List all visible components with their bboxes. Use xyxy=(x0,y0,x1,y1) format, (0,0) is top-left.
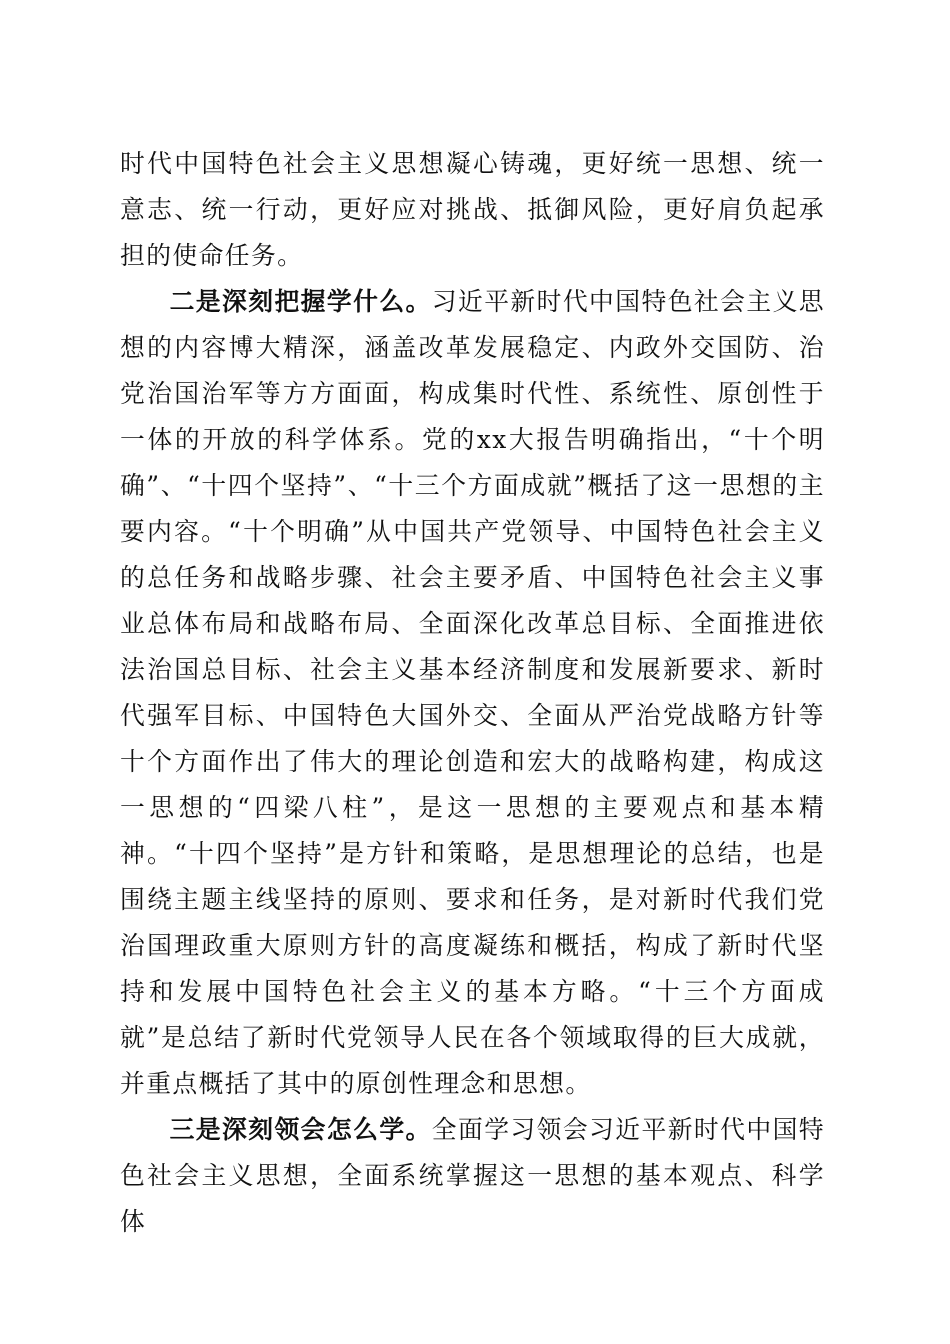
paragraph-how-to-learn xyxy=(120,1107,825,1245)
paragraph-1-text: 时代中国特色社会主义思想凝心铸魂，更好统一思想、统一意志、统一行动，更好应对挑战、抵御风险，更好肩负起承担的使命任务。 xyxy=(120,149,825,270)
paragraph-3-text: 全面学习领会习近平新时代中国特色社会主义思想，全面系统掌握这一思想的基本观点、科学体 xyxy=(120,1115,825,1236)
paragraph-what-to-learn xyxy=(120,279,825,1107)
document-page xyxy=(120,141,825,1245)
paragraph-continuation xyxy=(120,141,825,279)
paragraph-3-heading: 三是深刻领会怎么学。 xyxy=(169,1115,432,1144)
paragraph-2-text: 习近平新时代中国特色社会主义思想的内容博大精深，涵盖改革发展稳定、内政外交国防、治党治国治军等方方面面，构成集时代性、系统性、原创性于一体的开放的科学体系。党的xx大报告明确指出，“十个明确”、“十四个坚持”、“十三个方面成就”概括了这一思想的主要内容。“十个明确”从中国共产党领导、中国特色社会主义的总任务和战略步骤、社会主要矛盾、中国特色社会主义事业总体布局和战略布局、全面深化改革总目标、全面推进依法治国总目标、社会主义基本经济制度和发展新要求、新时代强军目标、中国特色大国外交、全面从严治党战略方针等十个方面作出了伟大的理论创造和宏大的战略构建，构成这一思想的“四梁八柱”，是这一思想的主要观点和基本精神。“十四个坚持”是方针和策略，是思想理论的总结，也是围绕主题主线坚持的原则、要求和任务，是对新时代我们党治国理政重大原则方针的高度凝练和概括，构成了新时代坚持和发展中国特色社会主义的基本方略。“十三个方面成就”是总结了新时代党领导人民在各个领域取得的巨大成就，并重点概括了其中的原创性理念和思想。 xyxy=(120,287,825,1098)
paragraph-2-heading: 二是深刻把握学什么。 xyxy=(169,287,432,316)
